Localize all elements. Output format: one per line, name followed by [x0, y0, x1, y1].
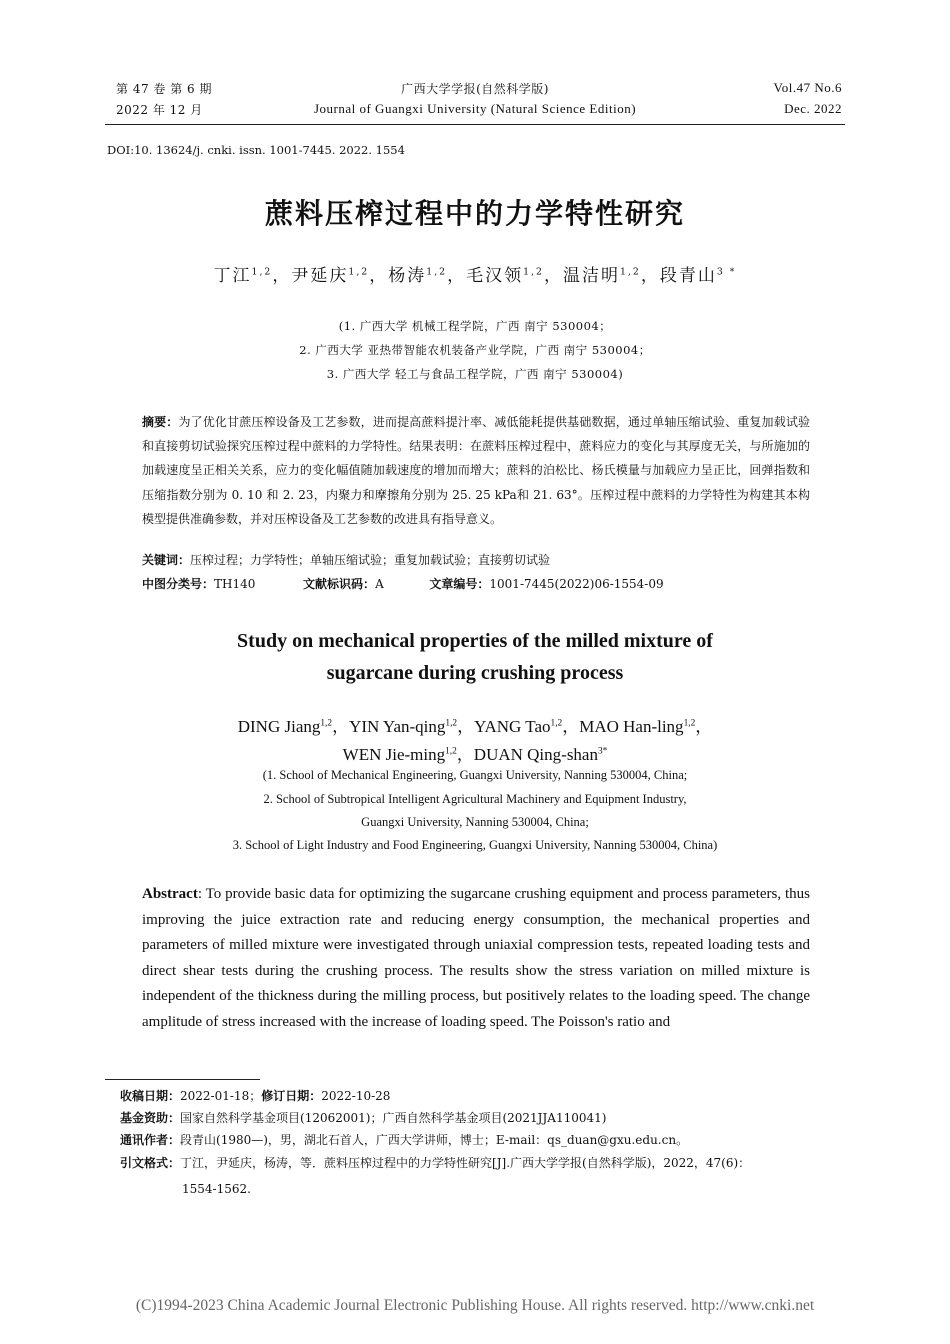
- author-en-affiliation-marker: 1,2: [320, 718, 333, 729]
- footnote-fund: [120, 1107, 850, 1129]
- footnote-rule: [105, 1079, 260, 1080]
- author-cn-separator: ，: [369, 266, 389, 286]
- authors-cn: [0, 261, 950, 286]
- keywords-cn: [142, 551, 842, 568]
- author-en-separator: ，: [332, 717, 350, 736]
- abstract-en-colon: :: [197, 886, 202, 902]
- author-cn-affiliation-marker: 1,2: [426, 266, 448, 278]
- author-cn-separator: ，: [447, 266, 467, 286]
- article-no-label: 文章编号：: [429, 577, 490, 591]
- copyright-notice: (C)1994-2023 China Academic Journal Electronic Publishing House. All rights reserved. http://www.cnki.net: [135, 1297, 815, 1314]
- title-en-line-2: sugarcane during crushing process: [326, 662, 624, 684]
- author-en-name: DING Jiang: [237, 717, 321, 736]
- affiliation-cn-3: 3. 广西大学 轻工与食品工程学院，广西 南宁 530004): [326, 367, 624, 381]
- affiliation-en-3: Guangxi University, Nanning 530004, China;: [361, 815, 589, 829]
- citation-text: 丁江，尹延庆，杨涛，等．蔗料压榨过程中的力学特性研究[J].广西大学学报(自然科学版)，2022，47(6)：: [180, 1156, 751, 1170]
- keywords-cn-label: 关键词：: [142, 553, 191, 567]
- author-cn-affiliation-marker: 3 *: [716, 266, 737, 278]
- author-cn-affiliation-marker: 1,2: [348, 266, 370, 278]
- date-cn: 2022 年 12 月: [116, 103, 203, 117]
- author-en-affiliation-marker: 3*: [597, 746, 608, 757]
- author-en-separator: ，: [456, 745, 474, 764]
- citation-pages: 1554-1562.: [182, 1182, 251, 1196]
- volume-issue-cn: 第 47 卷 第 6 期: [116, 82, 212, 96]
- author-cn-separator: ，: [640, 266, 660, 286]
- revised-label: 修订日期：: [261, 1089, 322, 1103]
- author-en-name: WEN Jie-ming: [342, 745, 446, 764]
- title-en: [0, 625, 950, 689]
- author-cn-name: 段青山: [659, 266, 717, 286]
- authors-en-line-2: [0, 740, 950, 765]
- fund-text: 国家自然科学基金项目(12062001)；广西自然科学基金项目(2021JJA110041): [180, 1111, 607, 1125]
- affiliation-en-4: 3. School of Light Industry and Food Engineering, Guangxi University, Nanning 530004, China): [232, 838, 718, 852]
- author-cn-affiliation-marker: 1,2: [620, 266, 641, 278]
- author-en-name: DUAN Qing-shan: [473, 745, 598, 764]
- doc-code-label: 文献标识码：: [303, 577, 376, 591]
- title-en-line-1: Study on mechanical properties of the milled mixture of: [237, 630, 713, 652]
- author-en-affiliation-marker: 1,2: [683, 718, 696, 729]
- footnote-corresponding: [120, 1129, 850, 1151]
- author-cn-affiliation-marker: 1,2: [523, 266, 545, 278]
- author-en-separator: ，: [562, 717, 580, 736]
- keywords-cn-text: 压榨过程；力学特性；单轴压缩试验；重复加载试验；直接剪切试验: [190, 553, 551, 567]
- author-en-affiliation-marker: 1,2: [445, 746, 457, 757]
- clc-label: 中图分类号：: [142, 577, 215, 591]
- author-en-name: MAO Han-ling: [579, 717, 684, 736]
- author-cn-separator: ，: [544, 266, 564, 286]
- author-cn-name: 尹延庆: [291, 266, 349, 286]
- header-rule: [105, 124, 845, 125]
- doi: DOI:10. 13624/j. cnki. issn. 1001-7445. 2022. 1554: [107, 143, 405, 157]
- author-en-name: YANG Tao: [474, 717, 551, 736]
- author-en-separator: ，: [457, 717, 475, 736]
- abstract-en-label: Abstract: [142, 886, 198, 902]
- abstract-en-text: To provide basic data for optimizing the sugarcane crushing equipment and process parameters, thus improving the juice extraction rate and reducing energy consumption, the mechanical properties and parameters of milled mixture were investigated through uniaxial compression tests, repeated loading tests and direct shear tests during the crushing process. The results show the stress variation on milled mixture is independent of the thickness during the milling process, but positively relates to the loading speed. The change amplitude of stress increased with the increase of loading speed. The Poisson's ratio and: [142, 886, 810, 1030]
- received-label: 收稿日期：: [120, 1089, 181, 1103]
- article-no-value: 1001-7445(2022)06-1554-09: [489, 577, 664, 591]
- author-cn-name: 毛汉领: [466, 266, 524, 286]
- author-cn-name: 丁江: [213, 266, 252, 286]
- corresponding-label: 通讯作者：: [120, 1133, 181, 1147]
- author-cn-affiliation-marker: 1,2: [251, 266, 273, 278]
- abstract-cn-text: 为了优化甘蔗压榨设备及工艺参数，进而提高蔗料提汁率、减低能耗提供基础数据，通过单轴压缩试验、重复加载试验和直接剪切试验探究压榨过程中蔗料的力学特性。结果表明：在蔗料压榨过程中，蔗料应力的变化与其厚度无关，与所施加的加载速度呈正相关关系，应力的变化幅值随加载速度的增加而增大；蔗料的泊松比、杨氏模量与加载应力呈正比，回弹指数和压缩指数分别为 0. 10 和 2. 23，内聚力和摩擦角分别为 25. 25 kPa和 21. 63°。压榨过程中蔗料的力学特性为构建其本构模型提供准确参数，并对压榨设备及工艺参数的改进具有指导意义。: [142, 415, 810, 526]
- corresponding-text: 段青山(1980—)，男，湖北石首人，广西大学讲师，博士；E-mail：qs_duan@gxu.edu.cn。: [180, 1133, 689, 1147]
- received-date: 2022-01-18；: [180, 1089, 262, 1103]
- author-en-separator: ，: [695, 717, 713, 736]
- footnote-citation: [120, 1152, 850, 1174]
- author-en-affiliation-marker: 1,2: [550, 718, 563, 729]
- author-cn-separator: ，: [272, 266, 292, 286]
- volume-issue-en: Vol.47 No.6: [773, 80, 842, 95]
- journal-name-cn: 广西大学学报(自然科学版): [401, 82, 549, 96]
- classification-line: [142, 575, 842, 592]
- author-cn-name: 温洁明: [563, 266, 621, 286]
- fund-label: 基金资助：: [120, 1111, 181, 1125]
- title-cn: 蔗料压榨过程中的力学特性研究: [264, 197, 685, 230]
- authors-en-line-1: [0, 712, 950, 737]
- citation-label: 引文格式：: [120, 1156, 181, 1170]
- author-en-name: YIN Yan-qing: [349, 717, 446, 736]
- affiliation-en-1: (1. School of Mechanical Engineering, Guangxi University, Nanning 530004, China;: [262, 768, 688, 782]
- footnote-dates: [120, 1085, 850, 1107]
- abstract-en: [142, 882, 810, 1036]
- author-cn-name: 杨涛: [388, 266, 427, 286]
- affiliation-en-2: 2. School of Subtropical Intelligent Agricultural Machinery and Equipment Industry,: [263, 792, 687, 806]
- date-en: Dec. 2022: [784, 101, 842, 116]
- affiliation-cn-2: 2. 广西大学 亚热带智能农机装备产业学院，广西 南宁 530004；: [299, 343, 651, 357]
- abstract-cn-label: 摘要：: [142, 415, 179, 429]
- affiliation-cn-1: (1. 广西大学 机械工程学院，广西 南宁 530004；: [338, 319, 612, 333]
- clc-value: TH140: [214, 577, 256, 591]
- journal-name-en: Journal of Guangxi University (Natural Science Edition): [313, 101, 637, 116]
- author-en-affiliation-marker: 1,2: [445, 718, 458, 729]
- revised-date: 2022-10-28: [321, 1089, 391, 1103]
- abstract-cn: [142, 410, 810, 531]
- doc-code-value: A: [375, 577, 384, 591]
